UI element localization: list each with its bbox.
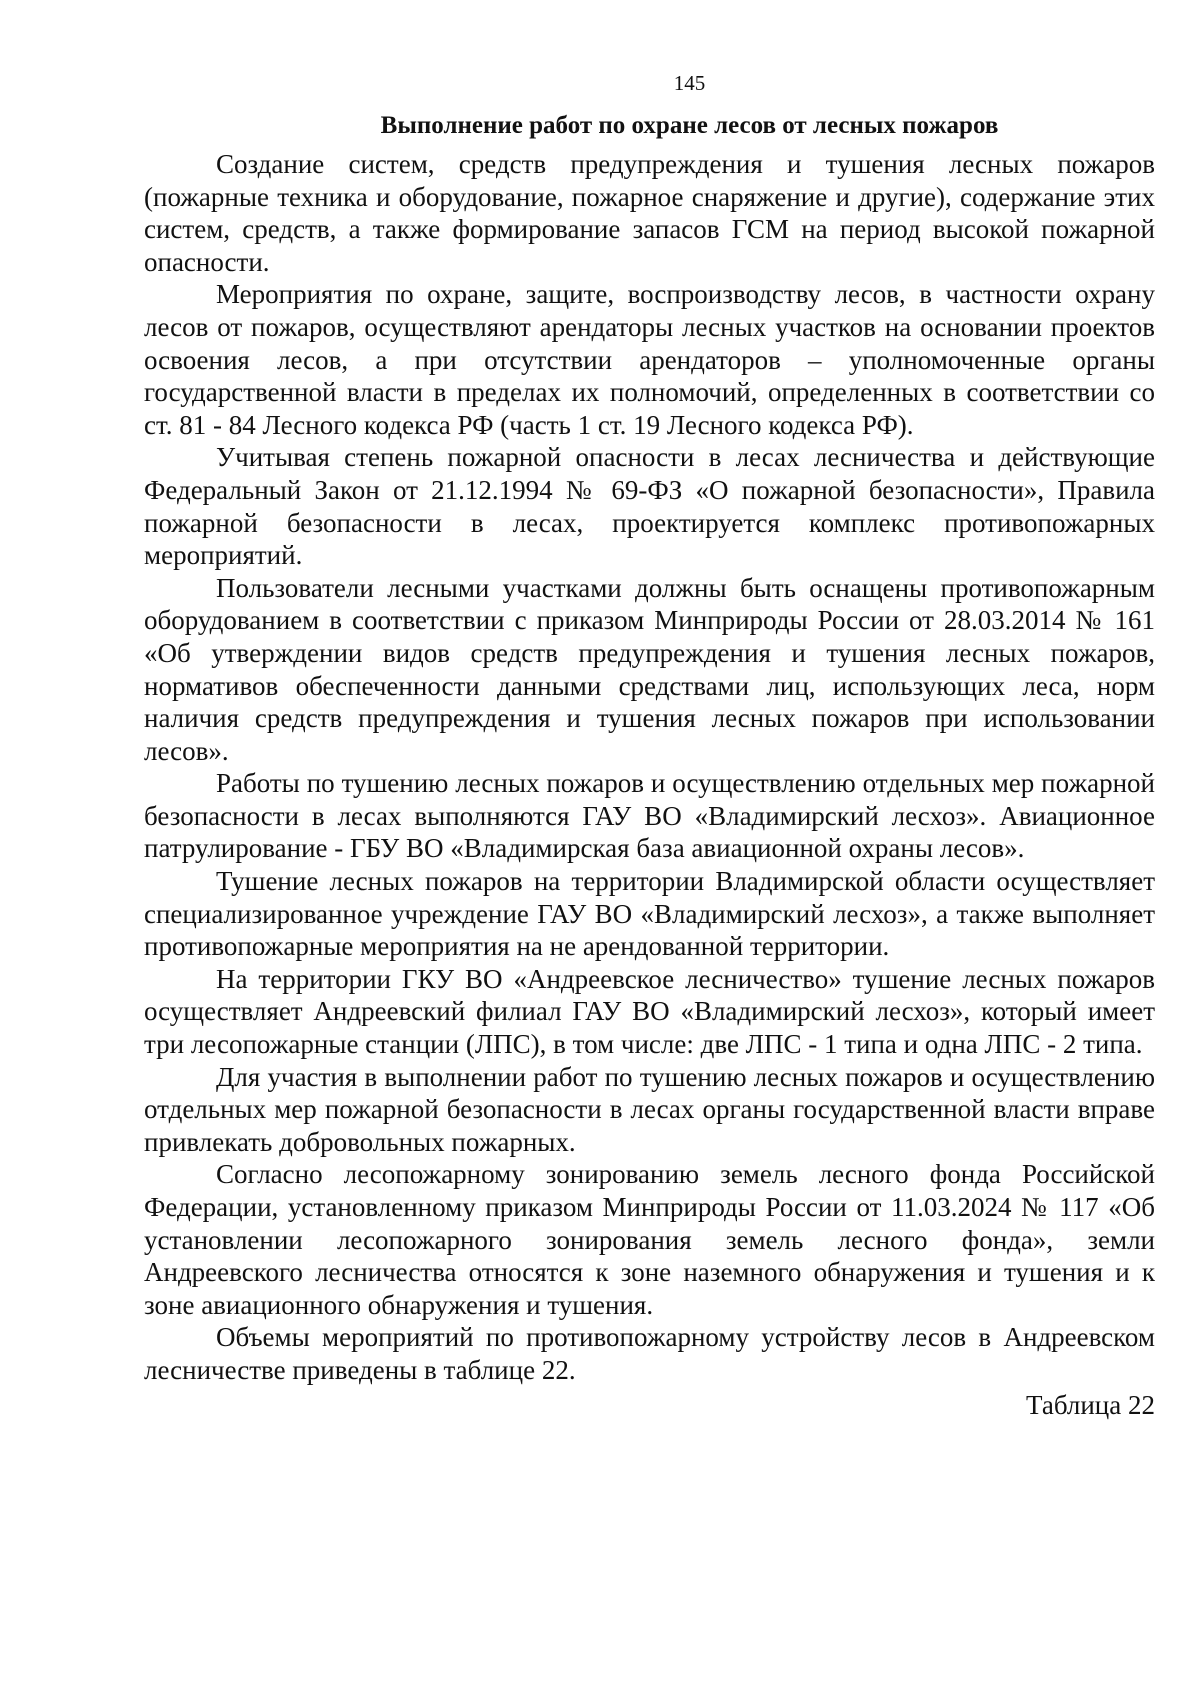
document-page: [144, 70, 1155, 1421]
paragraph: Пользователи лесными участками должны быть оснащены противопожарным оборудованием в соответствии с приказом Минприроды России от 28.03.2014 № 161 «Об утверждении видов средств предупреждения и тушения лесных пожаров, нормативов обеспеченности данными средствами лиц, использующих леса, норм наличия средств предупреждения и тушения лесных пожаров при использовании лесов».: [144, 572, 1155, 766]
table-caption: Таблица 22: [1026, 1389, 1155, 1420]
paragraph: Объемы мероприятий по противопожарному устройству лесов в Андреевском лесничестве приведены в таблице 22.: [144, 1322, 1155, 1385]
paragraph: На территории ГКУ ВО «Андреевское лесничество» тушение лесных пожаров осуществляет Андреевский филиал ГАУ ВО «Владимирский лесхоз», который имеет три лесопожарные станции (ЛПС), в том числе: две ЛПС - 1 типа и одна ЛПС - 2 типа.: [144, 963, 1155, 1060]
paragraph: Создание систем, средств предупреждения и тушения лесных пожаров (пожарные техника и оборудование, пожарное снаряжение и другие), содержание этих систем, средств, а также формирование запасов ГСМ на период высокой пожарной опасности.: [144, 149, 1155, 277]
paragraph: Тушение лесных пожаров на территории Владимирской области осуществляет специализированное учреждение ГАУ ВО «Владимирский лесхоз», а также выполняет противопожарные мероприятия на не арендованной территории.: [144, 866, 1155, 962]
paragraph: Согласно лесопожарному зонированию земель лесного фонда Российской Федерации, установленному приказом Минприроды России от 11.03.2024 № 117 «Об установлении лесопожарного зонирования земель лесного фонда», земли Андреевского лесничества относятся к зоне наземного обнаружения и тушения и к зоне авиационного обнаружения и тушения.: [144, 1159, 1155, 1320]
paragraph: Работы по тушению лесных пожаров и осуществлению отдельных мер пожарной безопасности в лесах выполняются ГАУ ВО «Владимирский лесхоз». Авиационное патрулирование - ГБУ ВО «Владимирская база авиационной охраны лесов».: [144, 768, 1155, 864]
section-heading: Выполнение работ по охране лесов от лесных пожаров: [380, 112, 999, 139]
paragraph: Для участия в выполнении работ по тушению лесных пожаров и осуществлению отдельных мер пожарной безопасности в лесах органы государственной власти вправе привлекать добровольных пожарных.: [144, 1061, 1155, 1157]
page-number: 145: [673, 71, 706, 95]
paragraph: Мероприятия по охране, защите, воспроизводству лесов, в частности охрану лесов от пожаров, осуществляют арендаторы лесных участков на основании проектов освоения лесов, а при отсутствии арендаторов – уполномоченные органы государственной власти в пределах их полномочий, определенных в соответствии со ст. 81 - 84 Лесного кодекса РФ (часть 1 ст. 19 Лесного кодекса РФ).: [144, 279, 1155, 440]
paragraph: Учитывая степень пожарной опасности в лесах лесничества и действующие Федеральный Закон от 21.12.1994 № 69-ФЗ «О пожарной безопасности», Правила пожарной безопасности в лесах, проектируется комплекс противопожарных мероприятий.: [144, 442, 1155, 571]
